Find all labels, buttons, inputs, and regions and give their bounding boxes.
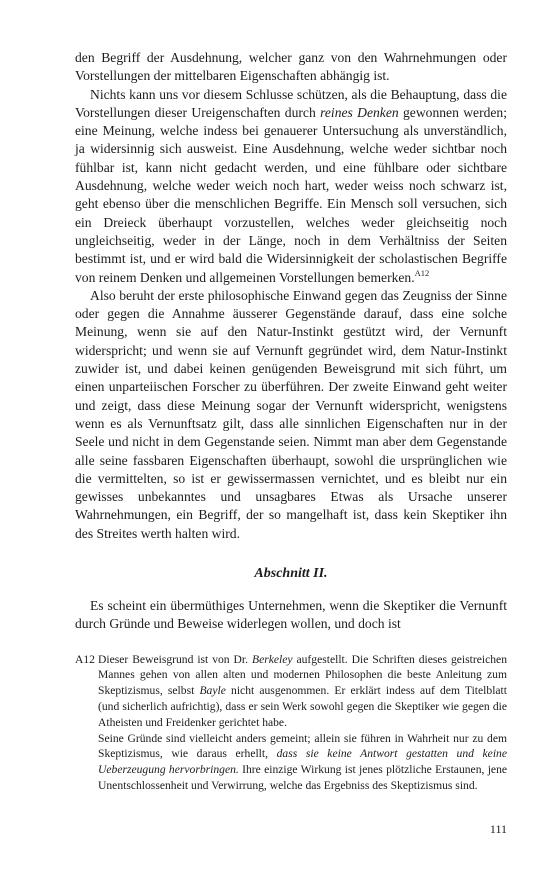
emphasis-text: Berkeley <box>251 652 293 666</box>
body-paragraph <box>75 86 507 287</box>
body-paragraph <box>75 287 507 543</box>
emphasis-text: dass sie keine Antwort gestatten und keine Ueberzeugung hervorbringen. <box>98 747 507 777</box>
body-paragraph <box>75 49 507 86</box>
text-run: Seine Gründe sind vielleicht anders gemeint; allein sie führen in Wahrheit nur zu dem Skeptizismus, wie daraus erhellt, <box>98 731 507 761</box>
text-run: den Begriff der Ausdehnung, welcher ganz von den Wahrnehmungen oder Vorstellungen der mittelbaren Eigenschaften abhängig ist. <box>75 50 507 84</box>
footnote-body <box>98 652 507 794</box>
text-run: Dieser Beweisgrund ist von Dr. <box>98 652 252 666</box>
page-body <box>75 49 507 794</box>
emphasis-text: Bayle <box>199 684 226 698</box>
footnote-ref: A12 <box>414 267 430 278</box>
text-run: nicht ausgenommen. Er erklärt indess auf dem Titelblatt (und sicherlich aufrichtig), dass er sein Werk sowohl gegen die Skeptiker wie gegen die Atheisten und Freidenker gerichtet habe. <box>98 684 507 729</box>
section-heading: Abschnitt II. <box>254 566 328 582</box>
text-run: gewonnen werden; eine Meinung, welche indess bei genauerer Untersuchung als unverständlich, ja widersinnig sich ausweist. Eine Ausdehnung, welche weder sichtbar noch fühlbar ist, kann nicht gedacht werden, und eine fühlbare oder sichtbare Ausdehnung, welche weder weich noch hart, weder weiss noch schwarz ist, geht ebenso über die menschlichen Begriffe. Ein Mensch soll versuchen, sich ein Dreieck überhaupt vorzustellen, welches weder gleichseitig noch ungleichseitig, weder in der Länge, noch in dem Verhältniss der Seiten bestimmt ist, und er wird bald die Widersinnigkeit der scholastischen Begriffe von reinem Denken und allgemeinen Vorstellungen bemerken. <box>75 104 507 285</box>
text-run: Also beruht der erste philosophische Einwand gegen das Zeugniss der Sinne oder gegen die Annahme äusserer Gegenstände darauf, dass eine solche Meinung, wenn sie auf den Natur-Instinkt gestützt wird, der Vernunft widerspricht; und wenn sie auf Vernunft gegründet wird, dem Natur-Instinkt zuwider ist, und dabei keinen genügenden Beweisgrund mit sich führt, um einen unparteiischen Forscher zu überführen. Der zweite Einwand geht weiter und zeigt, dass diese Meinung sogar der Vernunft widerspricht, wenigstens wenn es als Vernunftsatz gilt, dass alle sinnlichen Eigenschaften nur in der Seele und nicht in dem Gegenstande seien. Nimmt man aber dem Gegenstande alle seine fassbaren Eigenschaften überhaupt, sowohl die ursprünglichen wie die vermittelten, so ist er gewissermassen vernichtet, und es bleibt nur ein gewisses unbekanntes und unsagbares Etwas als Ursache unserer Wahrnehmungen, ein Begriff, der so mangelhaft ist, dass kein Skeptiker ihn des Streites werth halten wird. <box>75 287 507 541</box>
text-run: aufgestellt. Die Schriften dieses geistreichen Mannes gehen von allen alten und modernen Philosophen die beste Anleitung zum Skeptizismus, selbst <box>98 652 508 698</box>
footnote-label: A12 <box>75 652 95 666</box>
footnotes <box>75 652 507 794</box>
footnote-a12 <box>75 652 507 794</box>
footnote-paragraph <box>98 652 507 731</box>
main-text <box>75 49 507 543</box>
page-number: 111 <box>489 822 507 836</box>
text-run: Nichts kann uns vor diesem Schlusse schützen, als die Behauptung, dass die Vorstellungen dieser Ureigenschaften durch <box>75 86 507 120</box>
emphasis-text: reines Denken <box>320 104 399 120</box>
text-run: Ihre einzige Wirkung ist jenes plötzliche Erstaunen, jene Unentschlossenheit und Verwirrung, welche das Ergebniss des Skeptizismus sind. <box>98 763 508 792</box>
section-paragraph: Es scheint ein übermüthiges Unternehmen, wenn die Skeptiker die Vernunft durch Gründe und Beweise widerlegen wollen, und doch ist <box>75 598 507 632</box>
footnote-paragraph <box>98 731 507 794</box>
